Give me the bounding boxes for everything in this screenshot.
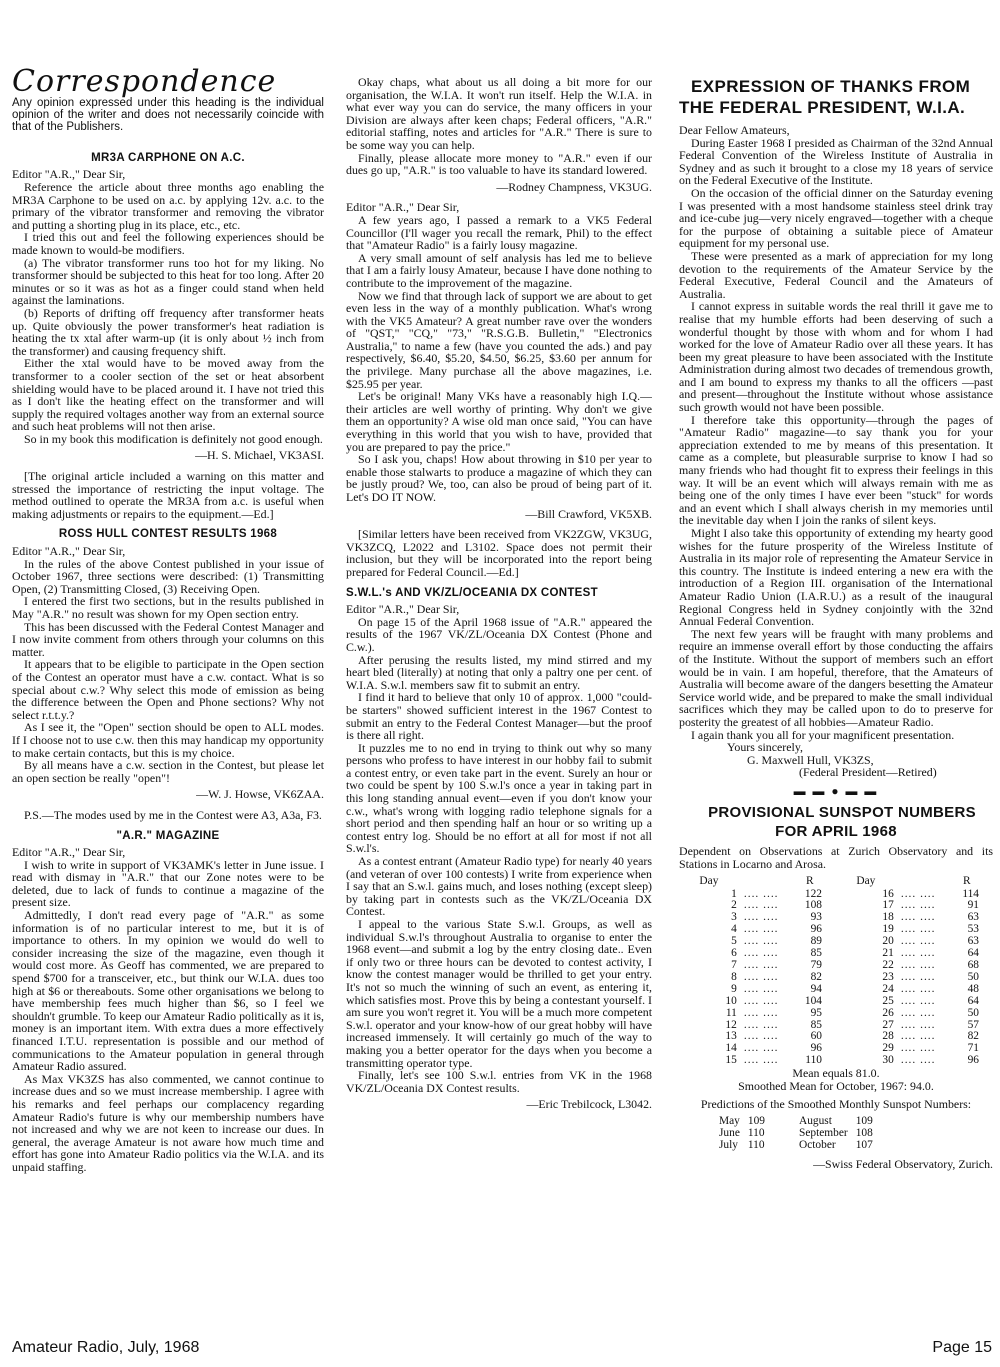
- dot-leader: .... ....: [900, 982, 936, 995]
- page-footer: [12, 1333, 992, 1363]
- sunspot-day: 4: [731, 923, 737, 936]
- dot-leader: .... ....: [900, 970, 936, 983]
- dot-leader: .... ....: [743, 887, 779, 900]
- thanks-p1: On the occasion of the official dinner on the Saturday evening I was presented with a most handsome stainless steel drink tray and ice-cube jug—very nicely engraved—together with a cheque for the purpose of obtaining a suitable piece of Amateur equipment for my personal use.: [679, 185, 993, 251]
- thanks-signer: G. Maxwell Hull, VK3ZS,: [747, 752, 874, 767]
- magazine-p5: Finally, please allocate more money to "A.R." even if our dues go up, "A.R." is too valuable to have its standard lowered.: [346, 150, 652, 178]
- prediction-month: May: [719, 1114, 740, 1127]
- thanks-p0: During Easter 1968 I presided as Chairman of the 32nd Annual Federal Convention of the Wireless Institute of Australia in Sydney and as such it brought to a close my 18 years of service on the Federal Executive of the Institute.: [679, 135, 993, 188]
- dot-leader: .... ....: [743, 899, 779, 912]
- vk5-p3: Now we find that through lack of support we are about to get even less in the way of a monthly publication. What's wrong with the VK5 Amateur? A great number rave over the wonders of "QST," "CQ," "73," "R.S.G.B. Bulletin," "Electronics Australia," to name a few (have you counted the ads.) and pay respectively, $6.40, $5.20, $4.50, $6.25, $3.60 per annum for the privilege. Many purchase all the above magazines, i.e. $25.95 per year.: [346, 288, 652, 391]
- dot-leader: .... ....: [743, 970, 779, 983]
- mr3a-p5: Either the xtal would have to be moved away from the transformer to a cooler section of the set or heat absorbent shielding would have to be placed around it. I have not tried this as I don't like the heating effect on the transformer and will supply the required voltages another way from an external source and such heat problems will not then arise.: [12, 356, 324, 434]
- dot-leader: .... ....: [900, 1030, 936, 1043]
- mr3a-p3: (a) The vibrator transformer runs too hot for my liking. No transformer should be subjected to this heat for too long. After 20 minutes or so it was as hot as a finger could stand when held against the laminations.: [12, 255, 324, 308]
- prediction-row: [719, 1115, 881, 1127]
- correspondence-title: Correspondence: [12, 64, 277, 99]
- sunspot-r: 82: [967, 1030, 979, 1043]
- thanks-p4: I therefore take this opportunity—through the pages of "Amateur Radio" magazine—to say thank you for your appreciation extended to me by means of this presentation. It came as a complete, but pleasurable surprise to know I had so many friends who had thought fit to express their feelings in this way. It will be an event which will always remain with me as being one of the only times I have ever been "stuck" for words and an event which I shall always cherish in my memories until the inevitable day when I join the ranks of silent keys.: [679, 412, 993, 528]
- predictions-table: [719, 1115, 881, 1152]
- sunspot-row: [679, 924, 993, 936]
- dot-leader: .... ....: [900, 1054, 936, 1067]
- sunspot-day: 10: [725, 994, 737, 1007]
- sunspot-r: 95: [810, 1006, 822, 1019]
- magazine-heading: "A.R." MAGAZINE: [116, 829, 220, 842]
- dot-leader: .... ....: [900, 947, 936, 960]
- column-left: [12, 62, 324, 1310]
- dot-leader: .... ....: [743, 1054, 779, 1067]
- sunspot-r: 96: [810, 1042, 822, 1055]
- mr3a-p2: I tried this out and feel the following experiences should be made known to would-be modifiers.: [12, 230, 324, 257]
- dot-leader: .... ....: [900, 923, 936, 936]
- magazine-p3: As Max VK3ZS has also commented, we cannot continue to increase dues and so we must increase membership. I agree with his remarks and feel perhaps our complacency regarding Amateur Radio's future is why our membership numbers have not increased and why we are not keen to increase our dues. In general, the average Amateur is not aware how much time and effort has gone into Amateur Radio politics via the W.I.A. and its unpaid staffing.: [12, 1071, 324, 1174]
- col-day-left: Day: [699, 874, 719, 887]
- sunspot-day: 11: [725, 1006, 737, 1019]
- prediction-month: August: [798, 1114, 832, 1127]
- sunspot-r: 63: [967, 935, 979, 948]
- sunspot-day: 13: [725, 1030, 737, 1043]
- prediction-value: 110: [747, 1139, 765, 1152]
- sunspot-r: 122: [804, 887, 822, 900]
- sunspot-r: 94: [810, 982, 822, 995]
- sunspot-row: [679, 960, 993, 972]
- sunspot-day: 22: [882, 959, 894, 971]
- sunspot-day: 24: [882, 982, 894, 995]
- sunspot-r: 104: [804, 994, 822, 1007]
- sunspot-day: 30: [882, 1054, 894, 1067]
- sunspot-r: 68: [967, 959, 979, 971]
- dot-leader: .... ....: [743, 1042, 779, 1055]
- sunspot-row: [679, 900, 993, 912]
- section-divider: ▬ ▬ ● ▬ ▬: [793, 783, 879, 798]
- dot-leader: .... ....: [900, 911, 936, 924]
- sunspot-r: 57: [967, 1018, 979, 1031]
- swl-p4: It puzzles me to no end in trying to think out why so many persons who profess to have interest in our hobby fail to submit a contest entry, or even take part in the event. Surely an hour or two could be spent by 100 S.w.l's once a year in taking part in this long standing annual event—even if you don't know your c.w., what's wrong with logging radio telephone signals for a short period and then spending half an hour or so writing up a contest entry log. Should be no effort at all for most if not all S.w.l's.: [346, 740, 652, 856]
- vk5-editor-note: [Similar letters have been received from VK2ZGW, VK3UG, VK3ZCQ, L2022 and L3102. Space does not permit their inclusion, but they will be incorporated into the report being prepared for Federal Council.—Ed.]: [346, 527, 652, 579]
- sunspot-r: 89: [810, 935, 822, 948]
- dot-leader: .... ....: [743, 911, 779, 924]
- vk5-p1: A few years ago, I passed a remark to a VK5 Federal Councillor (I'll wager you recall the remark, Phil) to the effect that "Amateur Radio" is a fairly lousy magazine.: [346, 212, 652, 253]
- thanks-closing-block: [679, 741, 993, 779]
- dot-leader: .... ....: [900, 1006, 936, 1019]
- sunspot-day: 12: [725, 1018, 737, 1031]
- sunspot-row: [679, 984, 993, 996]
- sunspot-r: 96: [967, 1054, 979, 1067]
- sunspot-day: 28: [882, 1030, 894, 1043]
- swl-p2: After perusing the results listed, my mind stirred and my heart bled (literally) at noting that only a paltry one per cent. of W.I.A. S.w.l. members saw fit to submit an entry.: [346, 652, 652, 692]
- swl-p5: As a contest entrant (Amateur Radio type) for nearly 40 years (and veteran of over 100 contests) I write from experience when I say that an S.w.l. gains much, and loses nothing (except sleep) by taking part in contests such as the VK/ZL/Oceania DX Contest.: [346, 854, 652, 919]
- thanks-p5: Might I also take this opportunity of extending my hearty good wishes for the future prosperity of the Wireless Institute of Australia in its major role of representing the Amateur Service in this country. The Institute is indeed entering a new era with the introduction of a Region III. organisation of the International Amateur Radio Union (I.A.R.U.) as a result of the inaugural Regional Congress held in Sydney conjointly with the 32nd Annual Federal Convention.: [679, 526, 993, 629]
- sunspot-heading: PROVISIONAL SUNSPOT NUMBERS FOR APRIL 1968: [708, 804, 976, 841]
- sunspot-day: 7: [731, 959, 737, 971]
- vk5-p0: Editor "A.R.," Dear Sir,: [346, 200, 460, 215]
- dot-leader: .... ....: [743, 982, 779, 995]
- sunspot-r: 110: [805, 1054, 822, 1067]
- sunspot-day: 29: [882, 1042, 894, 1055]
- sunspot-r: 96: [810, 923, 822, 936]
- thanks-closing: Yours sincerely,: [727, 740, 803, 755]
- swl-p0: Editor "A.R.," Dear Sir,: [346, 602, 460, 617]
- sunspot-r: 60: [810, 1030, 822, 1043]
- vk5-p4: Let's be original! Many VKs have a reasonably high I.Q.—their articles are well worthy of printing. Why don't we give them an opportunity? A wise old man once said, "You can have everything in this world that you wish to have, provided that you are prepared to pay the price.": [346, 389, 652, 454]
- sunspot-day: 27: [882, 1018, 894, 1031]
- col-r-right: R: [963, 874, 971, 887]
- sunspot-day: 15: [725, 1054, 737, 1067]
- dot-leader: .... ....: [743, 935, 779, 948]
- col-day-right: Day: [856, 874, 876, 887]
- sunspot-r: 85: [810, 947, 822, 960]
- vk5-p2: A very small amount of self analysis has led me to believe that I am a fairly lousy Amateur, because I have done nothing to contribute to the improvement of the magazine.: [346, 250, 652, 290]
- swl-p3: I find it hard to believe that only 10 of approx. 1,000 "could-be starters" showed sufficient interest in the 1967 Contest to submit an entry to the Federal Contest Manager—but the proof is there all right.: [346, 690, 652, 743]
- sunspot-r: 79: [810, 959, 822, 971]
- sunspot-day: 20: [882, 935, 894, 948]
- sunspot-r: 63: [967, 911, 979, 924]
- sunspot-subheading: Dependent on Observations at Zurich Observatory and its Stations in Locarno and Arosa.: [679, 844, 993, 872]
- prediction-month: July: [719, 1139, 738, 1152]
- sunspot-day: 1: [731, 887, 737, 900]
- prediction-month: October: [798, 1139, 836, 1152]
- rosshull-p6: By all means have a c.w. section in the Contest, but please let an open section be really "open"!: [12, 758, 324, 785]
- thanks-salutation: Dear Fellow Amateurs,: [679, 123, 790, 137]
- mr3a-heading: MR3A CARPHONE ON A.C.: [91, 151, 245, 164]
- sunspot-day: 2: [731, 899, 737, 912]
- sunspot-day: 14: [725, 1042, 737, 1055]
- prediction-value: 110: [747, 1127, 765, 1140]
- dot-leader: .... ....: [900, 935, 936, 948]
- prediction-row: [719, 1139, 881, 1151]
- sunspot-r: 64: [967, 994, 979, 1007]
- column-right: [679, 76, 993, 1310]
- thanks-heading: EXPRESSION OF THANKS FROM THE FEDERAL PRESIDENT, W.I.A.: [679, 77, 971, 117]
- sunspot-day: 17: [882, 899, 894, 912]
- dot-leader: .... ....: [743, 959, 779, 971]
- sunspot-day: 3: [731, 911, 737, 924]
- footer-publication: Amateur Radio, July, 1968: [12, 1339, 200, 1356]
- swl-heading: S.W.L.'s AND VK/ZL/OCEANIA DX CONTEST: [346, 586, 598, 599]
- mr3a-editor-note: [The original article included a warning on this matter and stressed the importance of restricting the input voltage. The method outlined to operate the MR3A from a.c. is useful when making adjustments or repairs to the equipment.—Ed.]: [12, 469, 324, 521]
- sunspot-day: 26: [882, 1006, 894, 1019]
- sunspot-r: 53: [967, 923, 979, 936]
- dot-leader: .... ....: [900, 887, 936, 900]
- dot-leader: .... ....: [900, 1018, 936, 1031]
- sunspot-day: 21: [882, 947, 894, 960]
- prediction-value: 108: [855, 1127, 873, 1140]
- sunspot-r: 91: [967, 899, 979, 912]
- sunspot-day: 25: [882, 994, 894, 1007]
- sunspot-smoothed: Smoothed Mean for October, 1967: 94.0.: [738, 1078, 934, 1093]
- magazine-p2: Admittedly, I don't read every page of "A.R." as some information is of no particular interest to me, but it is of importance to others. In my opinion we would do well to consider increasing the size of the magazine, even though it would cost more. As Geoff has commented, we are prepared to spend $700 for a transceiver, etc., but think our W.I.A. dues too high at $6 or thereabouts. Some other organisations we belong to have membership fees much higher than $6, so I feel we shouldn't grumble. To keep our Amateur Radio politically as it is, money is an important item. With extra dues a more effectively financed I.T.U. representation is possible and our method of communications to the Amateur population in general through Amateur Radio assured.: [12, 908, 324, 1074]
- sunspot-r: 82: [810, 970, 822, 983]
- rosshull-p1: In the rules of the above Contest published in your issue of October 1967, three sections were described: (1) Transmitting Open, (2) Transmitting Closed, (3) Receiving Open.: [12, 556, 324, 596]
- sunspot-row: [679, 889, 993, 901]
- swl-p6: I appeal to the various State S.w.l. Groups, as well as individual S.w.l's throughout Australia to organise to enter the 1968 event—and submit a log by the entry closing date.. Even if only two or three hours can be devoted to contest activity, I know the contest manager would be thrilled to get your entry. It's not so much the winning of such an event, as entering it, which satisfies most. Prove this by being a contestant yourself. I am sure you won't regret it. You will be a much more competent S.w.l. operator and your know-how of our great hobby will have increased immensely. It will certainly go much of the way to making you a better operator for the days when you become a transmitting operator type.: [346, 917, 652, 1070]
- dot-leader: .... ....: [900, 1042, 936, 1055]
- thanks-p6: The next few years will be fraught with many problems and require an immense overall effort by those conducting the affairs of the Institute. Without the support of members such an effort would be in vain. I am hopeful, therefore, that the Amateurs of Australia will become aware of the dangers besetting the Amateur Service world wide, and be prepared to make the small individual sacrifices which they may be called upon to do to preserve for posterity the greatest of all hobbies—Amateur Radio.: [679, 626, 993, 729]
- thanks-p3: I cannot express in suitable words the real thrill it gave me to realise that my humble efforts had been deserving of such a wonderful thought by those with whom and for whom I had worked for the love of Amateur Radio over all these years. It has been my great pleasure to have been associated with the Institute Administration during almost two decades of tremendous growth, and I am bound to express my thanks to all the officers —past and present—throughout the Institute without whose assistance such growth would not have been possible.: [679, 299, 993, 415]
- rosshull-p2: I entered the first two sections, but in the results published in May "A.R." no result was shown for my Open section entry.: [12, 594, 324, 621]
- sunspot-day: 18: [882, 911, 894, 924]
- dot-leader: .... ....: [743, 1030, 779, 1043]
- sunspot-row: [679, 948, 993, 960]
- thanks-signer-title: (Federal President—Retired): [799, 765, 937, 780]
- sunspot-day: 9: [731, 982, 737, 995]
- sunspot-r: 50: [967, 970, 979, 983]
- rosshull-heading: ROSS HULL CONTEST RESULTS 1968: [58, 528, 278, 541]
- sunspot-r: 48: [967, 982, 979, 995]
- rosshull-p5: As I see it, the "Open" section should be open to ALL modes. If I choose not to use c.w. then this may handicap my opportunity to make certain contacts, but this is my choice.: [12, 720, 324, 760]
- sunspot-day: 8: [731, 970, 737, 983]
- dot-leader: .... ....: [743, 1006, 779, 1019]
- prediction-value: 107: [855, 1139, 873, 1152]
- sunspot-row: [679, 936, 993, 948]
- rosshull-p3: This has been discussed with the Federal Contest Manager and I now invite comment from others through your columns on this matter.: [12, 619, 324, 659]
- sunspot-day: 16: [882, 887, 894, 900]
- prediction-month: September: [798, 1127, 848, 1140]
- sunspot-table: [679, 875, 993, 1068]
- sunspot-row: [679, 996, 993, 1008]
- magazine-p1: I wish to write in support of VK3AMK's letter in June issue. I read with dismay in "A.R." that our Zone notes were to be deleted, due to lack of funds to continue a magazine of the present size.: [12, 857, 324, 910]
- dot-leader: .... ....: [743, 923, 779, 936]
- magazine-signature: —Rodney Champness, VK3UG.: [496, 179, 652, 194]
- sunspot-table-body: [679, 889, 993, 1068]
- prediction-month: June: [719, 1127, 740, 1140]
- mr3a-p6: So in my book this modification is definitely not good enough.: [24, 431, 323, 446]
- sunspot-r: 114: [962, 887, 979, 900]
- prediction-value: 109: [747, 1114, 765, 1127]
- predictions-table-body: [719, 1115, 881, 1152]
- correspondence-disclaimer: Any opinion expressed under this heading is the individual opinion of the writer and does not necessarily coincide with that of the Publishers.: [12, 96, 324, 134]
- sunspot-day: 23: [882, 970, 894, 983]
- rosshull-p4: It appears that to be eligible to participate in the Open section of the Contest an operator must have a c.w. contact. What is so special about c.w.? Why select this mode of emission as being the difference between the Open and Phone sections? Why not select r.t.t.y.?: [12, 657, 324, 722]
- magazine-p4: Okay chaps, what about us all doing a bit more for our organisation, the W.I.A. It won't run itself. Help the W.I.A. in what ever way you can do service, the many officers in your Division are always after keen chaps; Federal officers, "A.R." editorial staffing, notes and articles for "A.R." There is sure to be some way you can help.: [346, 76, 652, 152]
- rosshull-signature: —W. J. Howse, VK6ZAA.: [196, 787, 324, 802]
- sunspot-row: [679, 912, 993, 924]
- swl-signature: —Eric Trebilcock, L3042.: [526, 1097, 652, 1112]
- sunspot-r: 108: [804, 899, 822, 912]
- vk5-p5: So I ask you, chaps! How about throwing in $10 per year to enable those stalwarts to produce a magazine of which they can be justly proud? We, too, can also be proud of being part of it. Let's DO IT NOW.: [346, 452, 652, 504]
- sunspot-row: [679, 1008, 993, 1020]
- dot-leader: .... ....: [900, 994, 936, 1007]
- dot-leader: .... ....: [743, 947, 779, 960]
- swl-p1: On page 15 of the April 1968 issue of "A.R." appeared the results of the 1967 VK/ZL/Oceania DX Contest (Phone and C.w.).: [346, 614, 652, 654]
- column-middle: [346, 76, 652, 1310]
- sunspot-mean: Mean equals 81.0.: [792, 1066, 880, 1081]
- mr3a-signature: —H. S. Michael, VK3ASI.: [195, 448, 324, 463]
- sunspot-r: 85: [810, 1018, 822, 1031]
- thanks-p7: I again thank you all for your magnificent presentation.: [691, 727, 955, 742]
- sunspot-day: 5: [731, 935, 737, 948]
- col-r-left: R: [806, 874, 814, 887]
- sunspot-row: [679, 972, 993, 984]
- prediction-row: [719, 1127, 881, 1139]
- sunspot-predictions-title: Predictions of the Smoothed Monthly Sunspot Numbers:: [700, 1097, 972, 1112]
- dot-leader: .... ....: [900, 959, 936, 971]
- prediction-value: 109: [855, 1114, 873, 1127]
- mr3a-p4: (b) Reports of drifting off frequency after transformer heats up. Quite obviously the power transformer's heat radiation is heating the tx xtal after warm-up (it is only about ½ inch from the transformer) and causing frequency shift.: [12, 305, 324, 358]
- sunspot-r: 64: [967, 947, 979, 960]
- sunspot-r: 93: [810, 911, 822, 924]
- vk5-signature: —Bill Crawford, VK5XB.: [525, 506, 652, 521]
- dot-leader: .... ....: [743, 994, 779, 1007]
- dot-leader: .... ....: [743, 1018, 779, 1031]
- sunspot-r: 71: [967, 1042, 979, 1055]
- mr3a-p0: Editor "A.R.," Dear Sir,: [12, 167, 126, 182]
- mr3a-p1: Reference the article about three months ago enabling the MR3A Carphone to be used on a.c. by applying 12v. a.c. to the primary of the vibrator transformer and removing the vibrator and putting a shorting plug in its place, etc., etc.: [12, 180, 324, 232]
- sunspot-day: 19: [882, 923, 894, 936]
- swl-p7: Finally, let's see 100 S.w.l. entries from VK in the 1968 VK/ZL/Oceania DX Contest results.: [346, 1068, 652, 1095]
- dot-leader: .... ....: [900, 899, 936, 912]
- rosshull-p0: Editor "A.R.," Dear Sir,: [12, 544, 126, 559]
- sunspot-day: 6: [731, 947, 737, 960]
- rosshull-ps: P.S.—The modes used by me in the Contest were A3, A3a, F3.: [24, 807, 322, 822]
- magazine-p0: Editor "A.R.," Dear Sir,: [12, 845, 126, 860]
- sunspot-r: 50: [967, 1006, 979, 1019]
- sunspot-source: —Swiss Federal Observatory, Zurich.: [813, 1156, 993, 1171]
- thanks-p2: These were presented as a mark of appreciation for my long devotion to the requirements of the Amateur Service by the Federal Executive, Federal Council and the Amateurs of Australia.: [679, 248, 993, 301]
- footer-page-number: Page 15: [932, 1339, 992, 1356]
